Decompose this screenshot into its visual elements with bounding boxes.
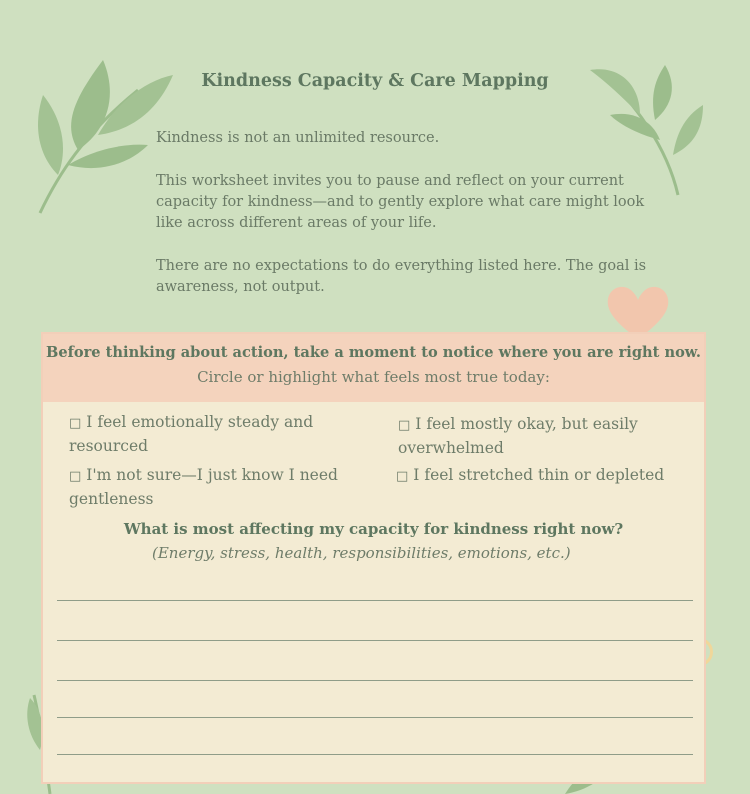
checkbox-icon[interactable]: □ (69, 469, 82, 484)
writing-line[interactable] (57, 680, 693, 681)
intro-paragraph-1: Kindness is not an unlimited resource. (156, 130, 440, 146)
capacity-card (41, 332, 706, 784)
checkbox-icon[interactable]: □ (396, 469, 409, 484)
page-title: Kindness Capacity & Care Mapping (201, 71, 549, 91)
option-label: I'm not sure—I just know I need gentleness (69, 466, 338, 508)
card-header (43, 334, 704, 402)
option-steady[interactable] (69, 411, 349, 458)
option-okay[interactable] (398, 413, 668, 460)
intro-paragraph-3: There are no expectations to do everything listed here. The goal is awareness, not output. (156, 258, 647, 295)
writing-line[interactable] (57, 600, 693, 601)
reflection-hint: (Energy, stress, health, responsibilities, emotions, etc.) (152, 544, 571, 562)
writing-line[interactable] (57, 754, 693, 755)
card-instruction: Circle or highlight what feels most true today: (197, 368, 550, 386)
option-label: I feel stretched thin or depleted (413, 466, 665, 484)
option-label: I feel emotionally steady and resourced (69, 413, 314, 455)
writing-line[interactable] (57, 640, 693, 641)
intro-paragraph-2: This worksheet invites you to pause and reflect on your current capacity for kindness—and to gently explore what care might look like across different areas of your life. (156, 173, 645, 231)
card-lead: Before thinking about action, take a moment to notice where you are right now. (45, 344, 701, 361)
option-depleted[interactable] (396, 464, 676, 488)
reflection-question: What is most affecting my capacity for kindness right now? (123, 520, 624, 538)
checkbox-icon[interactable]: □ (398, 418, 411, 433)
option-not-sure[interactable] (69, 464, 359, 511)
checkbox-icon[interactable]: □ (69, 416, 82, 431)
writing-line[interactable] (57, 717, 693, 718)
option-label: I feel mostly okay, but easily overwhelmed (398, 415, 638, 457)
